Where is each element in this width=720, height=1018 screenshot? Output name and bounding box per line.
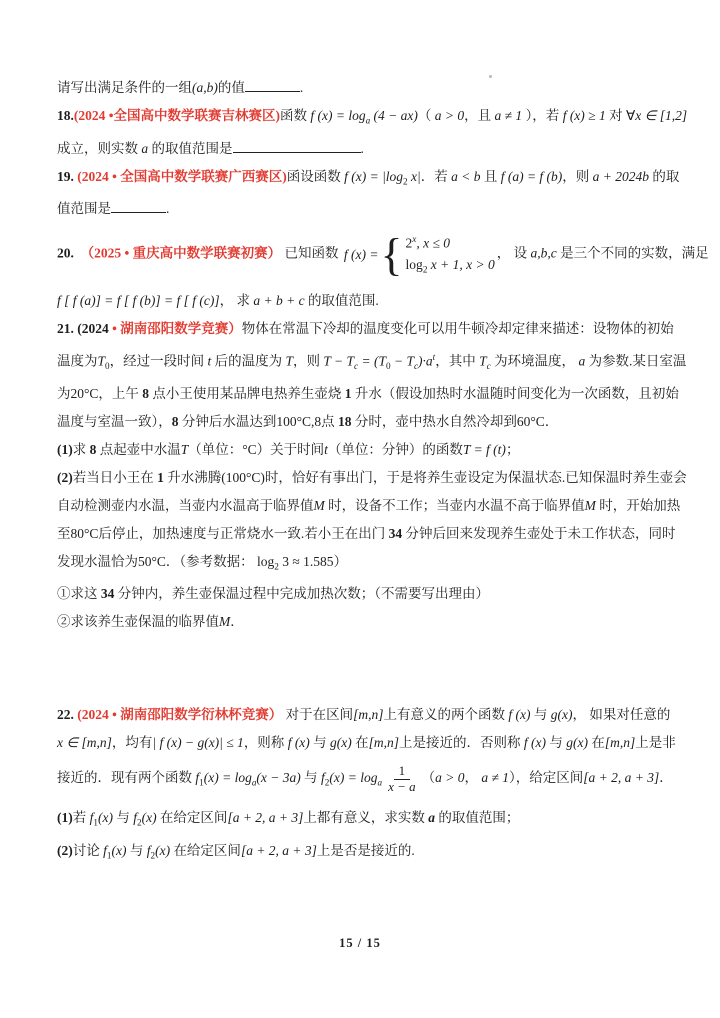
problem-20-line-2 [57, 287, 667, 315]
text-run: (2024 • 全国高中数学联赛广西赛区) [77, 168, 287, 184]
text-run: 1 [93, 817, 98, 828]
text-run: ． [659, 770, 673, 786]
text-run: [m,n] [353, 707, 384, 723]
text-run: 升水沸腾 [163, 469, 222, 485]
text-run: 2 [422, 264, 428, 275]
text-run: 8 [89, 441, 97, 457]
problem-21-sub-1 [57, 580, 667, 608]
fraction-denominator: x − a [388, 778, 416, 794]
text-run: a ≠ 1 [494, 108, 523, 123]
text-run: 1 [344, 385, 352, 401]
text-run: ， 求 [219, 292, 254, 308]
text-run: ,8点 [311, 413, 339, 429]
text-run: g(x) [566, 735, 589, 751]
text-run: T = f (t) [462, 441, 506, 457]
text-run: t [324, 441, 328, 457]
text-run: 讨论 [72, 842, 104, 858]
text-run: 对 [605, 108, 626, 123]
text-run: 发现水温恰为 [57, 553, 138, 569]
text-run: 2 [324, 778, 330, 789]
problem-22-line-2 [57, 729, 676, 757]
problem-18-line-1 [57, 102, 688, 135]
text-run: 后停止，加热速度与正常烧水一致.若小王在出门 [98, 525, 389, 541]
text-run: 3 ≈ 1.585 [278, 553, 334, 569]
text-run: T [479, 353, 487, 369]
text-run: a ≠ 1 [481, 770, 510, 786]
text-run: 与 [300, 770, 322, 786]
text-run: 对于在区间 [282, 707, 354, 723]
text-run: ，上午 [98, 385, 143, 401]
text-run: 升水（假设加热时水温随时间变化为一次函数，且初始 [351, 385, 679, 401]
text-run: (100°C) [221, 469, 265, 485]
answer-blank [245, 77, 300, 92]
piecewise-lhs [344, 240, 379, 270]
text-run: − T [390, 353, 414, 369]
text-run: x + 1, x > 0 [427, 256, 495, 272]
answer-blank [233, 138, 361, 153]
text-run: f (x) [523, 735, 547, 751]
text-run: 接近的．现有两个函数 [57, 770, 196, 786]
text-run: 且 [480, 168, 501, 184]
text-run: log [405, 256, 423, 272]
text-run: (x) [155, 842, 171, 858]
text-run: 后的温度为 [211, 353, 286, 369]
text-run: M [584, 497, 596, 513]
text-run: 与 [530, 707, 551, 723]
text-run: 分钟后回来发现养生壶处于未工作状态，同时 [402, 525, 676, 541]
text-run: f (x) [287, 735, 310, 751]
text-run: 上有意义的两个函数 [383, 707, 509, 723]
text-run: a [251, 778, 257, 789]
text-run: 函设函数 [286, 168, 345, 184]
text-run: ， 设 [496, 246, 531, 262]
text-run: 0 [105, 360, 110, 371]
text-run: f [89, 810, 94, 826]
problem-21-line-1 [57, 315, 674, 343]
text-run: (4 − ax) [370, 108, 418, 123]
text-run: ，且 [464, 108, 495, 123]
problem-22-part-2 [57, 837, 667, 870]
text-run: • 湖南邵阳数学竞赛） [112, 320, 242, 336]
problem-21-line-4 [57, 408, 667, 436]
text-run: a [141, 140, 149, 156]
text-run: ， 如果对任意的 [572, 707, 671, 723]
text-run: a [578, 353, 586, 369]
text-run: 22. [57, 707, 78, 723]
text-run: (1) [57, 810, 73, 826]
text-run: 2 [136, 817, 142, 828]
text-run: 1 [157, 469, 164, 485]
text-run: 为环境温度， [490, 353, 579, 369]
text-run: 在 [351, 735, 369, 751]
text-run: a [428, 810, 436, 826]
text-run: x| [407, 168, 421, 184]
text-run: 18 [338, 413, 352, 429]
text-run: c [354, 360, 359, 371]
text-run: 80°C [70, 525, 99, 541]
text-run: 若 [72, 810, 90, 826]
text-run: (x − 3a) [256, 770, 301, 786]
text-run: t [207, 353, 212, 369]
text-run: 分钟后水温达到 [178, 413, 277, 429]
text-run: 的取 [649, 168, 680, 184]
brace-glyph: { [380, 229, 403, 281]
text-run: (x) = log [203, 770, 252, 786]
text-run: （ [417, 108, 435, 123]
text-run: 求 [72, 441, 90, 457]
text-run: a [365, 115, 371, 126]
text-run: 2 [150, 850, 156, 861]
text-run: M [313, 497, 325, 513]
text-run: (x) [141, 810, 157, 826]
text-run: 21. [57, 320, 78, 336]
text-run: a > 0 [434, 108, 465, 123]
fraction-numerator: 1 [394, 764, 411, 780]
text-run: ∀ [625, 108, 636, 123]
text-run: 0 [385, 360, 391, 371]
text-run: 与 [309, 735, 331, 751]
text-run: ，均有 [111, 735, 153, 751]
text-run: = (T [358, 353, 386, 369]
text-run: 时，恰好有事出门，于是将养生壶设定为保温状态.已知保温时养生壶会 [264, 469, 687, 485]
text-run: f (x) = |log [344, 168, 404, 184]
text-run: f (x) [508, 707, 531, 723]
text-run: °C [242, 441, 257, 457]
text-run: 若当日小王在 [72, 469, 158, 485]
text-run: f (a) = f (b) [500, 168, 563, 184]
text-run: （2025 • 重庆高中数学联赛初赛） [87, 246, 282, 262]
text-run: . [299, 80, 304, 95]
text-run: [a + 2, a + 3] [240, 842, 317, 858]
text-run: ），若 [522, 108, 563, 123]
text-run: T − T [323, 353, 355, 369]
text-run: [m,n] [604, 735, 636, 751]
text-run: （单位： [188, 441, 243, 457]
text-run: T [180, 441, 189, 457]
text-run: 的取值范围； [435, 810, 520, 826]
text-run: ； [505, 441, 520, 457]
problem-21-part-2-line-2 [57, 492, 681, 520]
document-content [57, 74, 709, 870]
text-run: 在 [588, 735, 605, 751]
text-run: 已知函数 [281, 246, 342, 262]
text-run: 至 [57, 525, 71, 541]
text-run: c [413, 360, 419, 371]
text-run: . [166, 201, 170, 217]
text-run: 60°C [516, 413, 545, 429]
problem-18-line-2 [57, 135, 667, 163]
text-run: f (x) ≥ 1 [562, 108, 606, 123]
text-run: ． [544, 413, 559, 429]
text-run: ．若 [420, 168, 452, 184]
text-run: [a + 2, a + 3] [583, 770, 660, 786]
text-run: 值范围是 [57, 201, 111, 217]
text-run: （单位：分钟）的函数 [327, 441, 463, 457]
text-run: . [360, 140, 364, 156]
text-run: 成立，则实数 [57, 140, 142, 156]
text-run: (x) = log [329, 770, 378, 786]
answer-blank [111, 198, 166, 213]
text-run: ①求这 [57, 586, 101, 602]
text-run: 34 [388, 525, 403, 541]
text-run: 1 [199, 778, 204, 789]
text-run: [a + 2, a + 3] [227, 810, 304, 826]
text-run: ）关于时间 [256, 441, 325, 457]
text-run: f (x) = log [310, 108, 366, 123]
text-run: 点小王使用某品牌电热养生壶烧 [149, 385, 345, 401]
problem-20-line-1 [57, 223, 709, 286]
problem-19-line-1 [57, 163, 680, 196]
text-run: 点起壶中水温 [96, 441, 181, 457]
text-run: 时，设备不工作；当壶内水温不高于临界值 [324, 497, 585, 513]
text-run: 在给定区间 [170, 842, 241, 858]
text-run: (2) [57, 842, 73, 858]
text-run: x [412, 234, 417, 245]
text-run: 温度为 [57, 353, 98, 369]
text-run: (1) [57, 441, 73, 457]
text-run: 函数 [279, 108, 311, 123]
text-run: a > 0 [435, 770, 465, 786]
text-run: )·a [418, 353, 433, 369]
text-run: f [146, 842, 151, 858]
problem-22-part-1 [57, 804, 667, 837]
text-run: a + 2024b [592, 168, 650, 184]
text-run: 自动检测壶内水温，当壶内水温高于临界值 [57, 497, 314, 513]
text-run: c [486, 360, 491, 371]
text-run: 温度与室温一致）， [57, 413, 172, 429]
text-run: 分时，壶中热水自然冷却到 [351, 413, 517, 429]
text-run: 与 [126, 842, 147, 858]
text-run: a + b + c [253, 292, 305, 308]
text-run: ），给定区间 [509, 770, 584, 786]
text-run: ． [230, 614, 244, 630]
text-run: 物体在常温下冷却的温度变化可以用牛顿冷却定律来描述：设物体的初始 [241, 320, 674, 336]
text-run: t [432, 351, 436, 362]
text-run: log [257, 553, 275, 569]
text-run: f [103, 842, 107, 858]
text-run: 是三个不同的实数，满足 [556, 246, 709, 262]
text-run: 34 [100, 586, 115, 602]
text-run: 为 [57, 385, 71, 401]
text-run: 20°C [70, 385, 99, 401]
piecewise-rows [406, 229, 495, 280]
text-run: 时，开始加热 [595, 497, 681, 513]
text-run: a < b [451, 168, 481, 184]
text-run: ，则称 [243, 735, 288, 751]
problem-21-part-2-line-3 [57, 520, 676, 548]
text-run: 与 [112, 810, 134, 826]
text-run: 上是接近的．否则称 [399, 735, 524, 751]
text-run: g(x) [330, 735, 352, 751]
text-run: ，其中 [435, 353, 480, 369]
text-run: g(x) [550, 707, 573, 723]
text-run: 为参数.某日室温 [585, 353, 687, 369]
text-run: (a,b) [192, 80, 218, 95]
problem-21-part-2-line-4 [57, 548, 667, 581]
problem-21-sub-2 [57, 608, 667, 636]
text-run: 8 [142, 385, 150, 401]
text-run: , x ≤ 0 [416, 235, 451, 251]
text-run: 8 [171, 413, 179, 429]
text-run: 50°C [138, 553, 166, 569]
text-run: (2) [57, 469, 73, 485]
text-run: (2024 •全国高中数学联赛吉林赛区) [73, 108, 280, 123]
text-run: （ [421, 770, 436, 786]
problem-21-part-2-line-1 [57, 464, 687, 492]
text-run: 100°C [276, 413, 312, 429]
text-run: ②求该养生壶保温的临界值 [57, 614, 219, 630]
problem-21-line-2 [57, 343, 687, 380]
text-run: f [133, 810, 137, 826]
piecewise-row [406, 254, 495, 281]
text-run: ，经过一段时间 [109, 353, 208, 369]
text-run: a,b,c [530, 246, 557, 262]
text-run: f [195, 770, 200, 786]
text-run: 的值 [217, 80, 245, 95]
text-run: 上是非 [635, 735, 676, 751]
text-run: [m,n] [368, 735, 400, 751]
piecewise-function [344, 229, 495, 280]
text-run: 20. [57, 246, 88, 262]
text-run: (x) [97, 810, 113, 826]
text-run: x ∈ [1,2] [635, 108, 688, 123]
fraction [386, 764, 418, 795]
text-run: 2 [405, 235, 413, 251]
text-run: ） [333, 553, 348, 569]
problem-21-part-1 [57, 436, 667, 464]
text-run: ．（参考数据： [165, 553, 258, 569]
text-run: 在给定区间 [156, 810, 228, 826]
answer-line-prev-problem [57, 74, 667, 102]
text-run: 2 [403, 176, 408, 187]
problem-21-line-3 [57, 380, 679, 408]
text-run: 分钟内，养生壶保温过程中完成加热次数；（不需要写出理由） [114, 586, 489, 602]
text-run: ，则 [562, 168, 593, 184]
text-run: 请写出满足条件的一组 [57, 80, 192, 95]
text-run: 18. [57, 108, 74, 123]
problem-22-line-1 [57, 701, 671, 729]
text-run: 2 [274, 561, 279, 572]
text-run: 19. [57, 168, 78, 184]
text-run: 的取值范围. [304, 292, 379, 308]
text-run: | f (x) − g(x)| ≤ 1 [152, 735, 244, 751]
text-run: (2024 • 湖南邵阳数学衍林杯竞赛） [77, 707, 283, 723]
text-run: a [377, 778, 383, 789]
text-run: (2024 [77, 320, 113, 336]
text-run: (x) [111, 842, 127, 858]
text-run: f [ f (a)] = f [ f (b)] = f [ f (c)] [57, 292, 220, 308]
problem-19-line-2 [57, 195, 667, 223]
piecewise-row [406, 229, 495, 254]
text-run: f (x) = [343, 246, 379, 262]
text-run: 的取值范围是 [148, 140, 233, 156]
text-run: M [219, 614, 231, 630]
text-run: 与 [546, 735, 567, 751]
text-run: f [321, 770, 325, 786]
text-run: x ∈ [m,n] [57, 735, 112, 751]
text-run: T [97, 353, 106, 369]
text-run: 上是否是接近的. [316, 842, 415, 858]
text-run: T [285, 353, 294, 369]
text-run: ，则 [293, 353, 324, 369]
page-number: 15 / 15 [339, 936, 381, 950]
text-run: 1 [106, 850, 112, 861]
problem-22-line-3 [57, 757, 673, 804]
text-run: ， [464, 770, 482, 786]
text-run: 上都有意义，求实数 [303, 810, 429, 826]
